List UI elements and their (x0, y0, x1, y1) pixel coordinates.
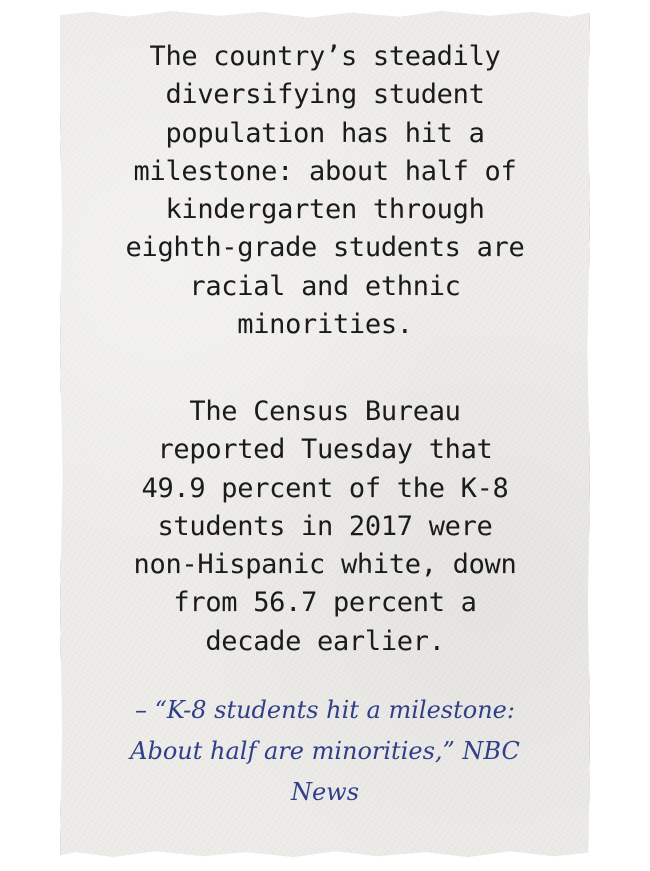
quote-paragraph-1: The country’s steadily diversifying student population has hit a milestone: about half of kindergarten through eighth-grade students are racial and ethnic minorities. (125, 41, 525, 341)
quote-paragraph-2: The Census Bureau reported Tuesday that 49.9 percent of the K-8 students in 2017 were non-Hispanic white, down from 56.7 percent a decade earlier. (133, 396, 517, 657)
quote-attribution: – “K-8 students hit a milestone: About half are minorities,” NBC News (130, 696, 520, 806)
